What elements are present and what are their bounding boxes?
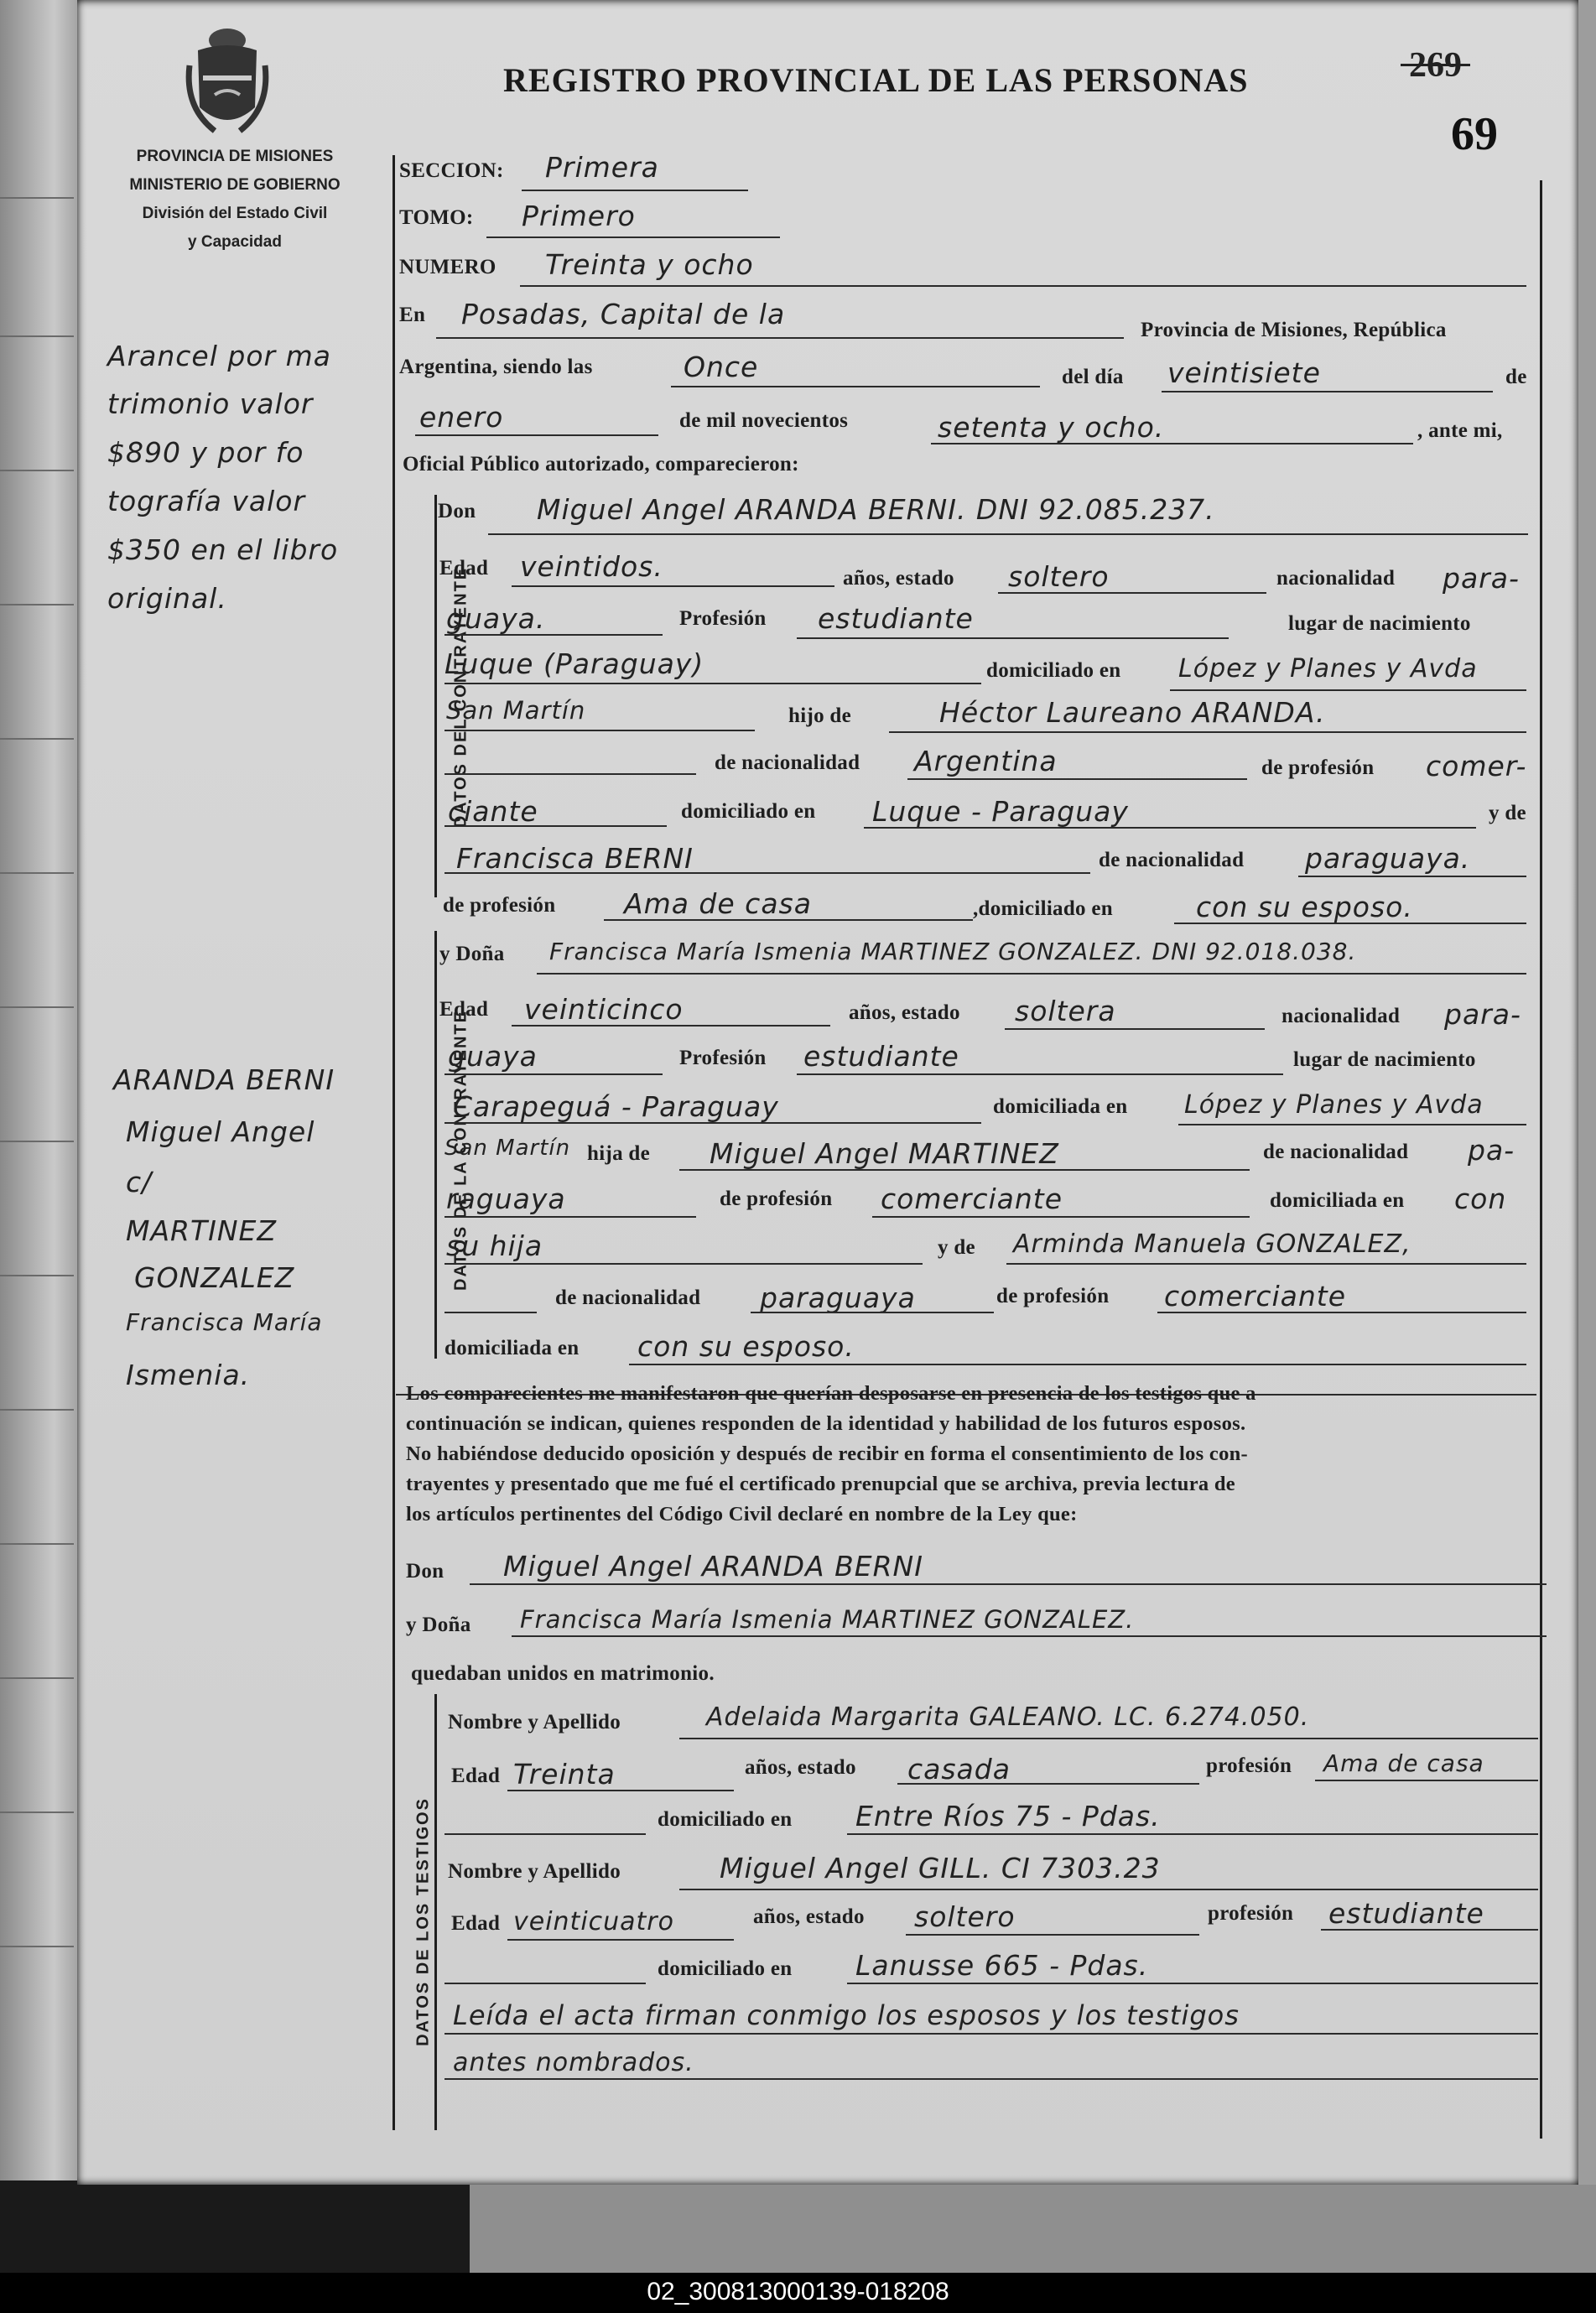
field-line bbox=[444, 1073, 663, 1075]
t1-estado-label: años, estado bbox=[745, 1756, 856, 1779]
lugar-label-2: lugar de nacimiento bbox=[1293, 1048, 1476, 1071]
contrayente-2-domicilio-1: López y Planes y Avda bbox=[1184, 1090, 1484, 1120]
margin-note-line: $890 y por fo bbox=[107, 436, 304, 469]
t2-nombre-label: Nombre y Apellido bbox=[448, 1860, 621, 1883]
field-line bbox=[797, 637, 1229, 639]
field-line bbox=[679, 1738, 1538, 1739]
prof-madre-label-2: de profesión bbox=[996, 1285, 1110, 1307]
seccion-label: SECCION: bbox=[399, 159, 504, 182]
ministry-line-3: División del Estado Civil bbox=[142, 205, 328, 222]
field-line bbox=[1162, 391, 1493, 392]
dom-padre-label: domiciliado en bbox=[681, 800, 816, 823]
field-line bbox=[444, 1983, 646, 1984]
field-line bbox=[512, 1635, 1547, 1637]
declaration-dona-value: Francisca María Ismenia MARTINEZ GONZALEZ. bbox=[520, 1605, 1135, 1634]
numero-value: Treinta y ocho bbox=[545, 248, 754, 281]
t1-profesion: Ama de casa bbox=[1323, 1749, 1484, 1777]
field-line bbox=[1174, 923, 1526, 924]
field-line bbox=[444, 634, 663, 636]
nac-madre-label: de nacionalidad bbox=[1099, 849, 1245, 871]
contrayente-2-side-label: DATOS DE LA CONTRAYENTE bbox=[451, 1010, 470, 1291]
profesion-label: Profesión bbox=[679, 607, 767, 630]
y-de-label-2: y de bbox=[938, 1236, 975, 1259]
field-line bbox=[629, 1364, 1526, 1365]
contrayente-2-profesion: estudiante bbox=[803, 1040, 959, 1073]
dia-label: del día bbox=[1062, 366, 1124, 388]
edad-label-2: Edad bbox=[439, 998, 489, 1021]
margin-note-line: Arancel por ma bbox=[107, 340, 331, 372]
contrayente-2-prof-madre: comerciante bbox=[1164, 1280, 1347, 1312]
field-line bbox=[679, 1889, 1538, 1890]
field-line bbox=[1298, 876, 1526, 877]
nacionalidad-label-2: nacionalidad bbox=[1281, 1005, 1401, 1027]
field-line bbox=[436, 337, 1124, 339]
nacionalidad-label: nacionalidad bbox=[1276, 567, 1396, 590]
contrayente-2-domicilio-2: San Martín bbox=[444, 1136, 571, 1161]
contrayente-2-nombre: Francisca María Ismenia MARTINEZ GONZALEZ. DNI 92.018.038. bbox=[549, 938, 1357, 965]
firma-line-1: Leída el acta firman conmigo los esposos y los testigos bbox=[453, 1999, 1240, 2031]
margin-note-line: tografía valor bbox=[107, 485, 306, 517]
contrayente-side-label: DATOS DEL CONTRAYENTE bbox=[451, 566, 470, 829]
hijo-label: hijo de bbox=[788, 704, 852, 727]
contrayente-dom-padre: Luque - Paraguay bbox=[872, 795, 1129, 828]
coat-of-arms-icon bbox=[181, 15, 273, 141]
seccion-value: Primera bbox=[545, 151, 659, 184]
t2-dom: Lanusse 665 - Pdas. bbox=[855, 1949, 1149, 1982]
margin-note-line: trimonio valor bbox=[107, 387, 314, 420]
notebook-left-edge bbox=[0, 0, 77, 2180]
domicilio-label-2: domiciliada en bbox=[993, 1095, 1128, 1118]
contrayente-domicilio-2: San Martín bbox=[446, 696, 586, 725]
declaration-line: No habiéndose deducido oposición y después de recibir en forma el consentimiento de los con- bbox=[406, 1442, 1249, 1465]
field-line bbox=[444, 773, 696, 775]
field-line bbox=[1321, 1929, 1538, 1931]
testigos-side-label: DATOS DE LOS TESTIGOS bbox=[413, 1797, 433, 2046]
t1-nombre: Adelaida Margarita GALEANO. LC. 6.274.050. bbox=[706, 1702, 1310, 1732]
t1-dom-label: domiciliado en bbox=[658, 1808, 793, 1831]
ministry-line-2: MINISTERIO DE GOBIERNO bbox=[129, 176, 341, 194]
field-line bbox=[889, 731, 1526, 733]
crossed-out-number: 269 bbox=[1409, 46, 1462, 85]
numero-label: NUMERO bbox=[399, 256, 496, 278]
dom-madre-label: ,domiciliado en bbox=[973, 897, 1114, 920]
don-label: Don bbox=[438, 500, 476, 522]
field-line bbox=[444, 2033, 1538, 2035]
contrayente-2-madre: Arminda Manuela GONZALEZ, bbox=[1013, 1229, 1411, 1259]
contrayente-prof-padre-1: comer- bbox=[1426, 750, 1527, 782]
contrayente-profesion: estudiante bbox=[818, 602, 974, 635]
field-line bbox=[1315, 1780, 1538, 1781]
oficial-text: Oficial Público autorizado, comparecieron: bbox=[403, 453, 799, 476]
anio-value: setenta y ocho. bbox=[938, 411, 1165, 444]
contrayente-prof-madre: Ama de casa bbox=[624, 887, 812, 920]
tomo-label: TOMO: bbox=[399, 206, 474, 229]
field-line bbox=[604, 919, 973, 921]
en-label: En bbox=[399, 304, 426, 326]
margin-note-line: original. bbox=[107, 582, 227, 615]
field-line bbox=[1006, 1263, 1526, 1265]
contrayente-2-estado: soltera bbox=[1015, 995, 1116, 1027]
contrayente-dom-madre: con su esposo. bbox=[1196, 891, 1413, 923]
document-title: REGISTRO PROVINCIAL DE LAS PERSONAS bbox=[503, 61, 1249, 99]
estado-label: años, estado bbox=[843, 567, 954, 590]
left-margin-rule bbox=[393, 155, 395, 2130]
field-line bbox=[444, 1263, 923, 1265]
en-value: Posadas, Capital de la bbox=[461, 298, 786, 330]
declaration-line: continuación se indican, quienes responden de la identidad y habilidad de los futuros esposos. bbox=[406, 1412, 1246, 1435]
contrayente-nac-padre: Argentina bbox=[914, 745, 1058, 777]
t1-nombre-label: Nombre y Apellido bbox=[448, 1711, 621, 1733]
contrayente-estado: soltero bbox=[1008, 560, 1110, 593]
contrayente-prof-padre-2: ciante bbox=[448, 795, 538, 828]
ante-mi-text: , ante mi, bbox=[1417, 419, 1503, 442]
field-line bbox=[415, 434, 658, 436]
t2-profesion-label: profesión bbox=[1208, 1902, 1294, 1925]
field-line bbox=[847, 1983, 1538, 1984]
prof-padre-label-2: de profesión bbox=[720, 1188, 833, 1210]
domicilio-label: domiciliado en bbox=[986, 659, 1121, 682]
margin-name-line: Miguel Angel bbox=[126, 1115, 315, 1148]
field-line bbox=[507, 1790, 734, 1791]
declaration-dona-label: y Doña bbox=[406, 1614, 471, 1636]
t2-estado: soltero bbox=[914, 1900, 1016, 1933]
hora-value: Once bbox=[684, 351, 759, 383]
edad-label: Edad bbox=[439, 557, 489, 580]
field-line bbox=[444, 872, 1090, 874]
t2-edad: veinticuatro bbox=[513, 1907, 674, 1936]
contrayente-2-prof-padre: comerciante bbox=[881, 1182, 1063, 1215]
mes-value: enero bbox=[419, 401, 504, 434]
t2-dom-label: domiciliado en bbox=[658, 1957, 793, 1980]
field-line bbox=[897, 1783, 1199, 1785]
field-line bbox=[444, 730, 755, 731]
contrayente-2-dom-madre: con su esposo. bbox=[637, 1330, 855, 1363]
lugar-label: lugar de nacimiento bbox=[1288, 612, 1471, 635]
field-line bbox=[444, 2078, 1538, 2080]
field-line bbox=[1178, 1124, 1526, 1125]
ministry-line-4: y Capacidad bbox=[188, 233, 282, 251]
contrayente-nombre: Miguel Angel ARANDA BERNI. DNI 92.085.237. bbox=[537, 493, 1215, 526]
right-margin-rule bbox=[1540, 180, 1542, 2139]
mil-text: de mil novecientos bbox=[679, 409, 849, 432]
dia-value: veintisiete bbox=[1167, 356, 1321, 389]
provincia-text: Provincia de Misiones, República bbox=[1141, 319, 1447, 341]
field-line bbox=[444, 825, 667, 827]
field-line bbox=[512, 585, 834, 587]
field-line bbox=[797, 1073, 1283, 1075]
field-line bbox=[520, 285, 1526, 287]
field-line bbox=[486, 236, 780, 238]
field-line bbox=[679, 1169, 1250, 1171]
t2-estado-label: años, estado bbox=[753, 1905, 865, 1928]
field-line bbox=[671, 386, 1040, 387]
profesion-label-2: Profesión bbox=[679, 1047, 767, 1069]
t2-nombre: Miguel Angel GILL. CI 7303.23 bbox=[720, 1852, 1161, 1884]
prof-padre-label: de profesión bbox=[1261, 756, 1375, 779]
field-line bbox=[1005, 1028, 1265, 1030]
field-line bbox=[998, 592, 1266, 594]
prof-madre-label: de profesión bbox=[443, 894, 556, 917]
page-bottom-shadow bbox=[470, 2185, 1596, 2273]
margin-name-line: GONZALEZ bbox=[134, 1261, 295, 1294]
field-line bbox=[906, 1934, 1199, 1936]
field-line bbox=[931, 443, 1413, 444]
margin-note-line: $350 en el libro bbox=[107, 533, 339, 566]
field-line bbox=[444, 1216, 696, 1218]
declaration-don-value: Miguel Angel ARANDA BERNI bbox=[503, 1550, 923, 1583]
contrayente-2-nacionalidad-1: para- bbox=[1444, 998, 1521, 1031]
field-line bbox=[522, 190, 748, 191]
margin-name-line: MARTINEZ bbox=[126, 1214, 278, 1247]
contrayente-nacionalidad-1: para- bbox=[1443, 562, 1520, 595]
contrayente-2-nac-madre: paraguaya bbox=[760, 1281, 916, 1314]
contrayente-madre: Francisca BERNI bbox=[456, 842, 694, 875]
estado-label-2: años, estado bbox=[849, 1001, 960, 1024]
field-line bbox=[872, 1216, 1250, 1218]
argentina-text: Argentina, siendo las bbox=[399, 356, 593, 378]
field-line bbox=[444, 1122, 981, 1124]
declaration-line: los artículos pertinentes del Código Civil declaré en nombre de la Ley que: bbox=[406, 1503, 1078, 1526]
contrayente-2-lugar: Carapeguá - Paraguay bbox=[453, 1090, 779, 1123]
field-line bbox=[847, 1833, 1538, 1835]
section-bracket-3 bbox=[434, 1694, 437, 2130]
dona-label: y Doña bbox=[439, 943, 505, 965]
field-line bbox=[1170, 689, 1526, 691]
contrayente-2-padre: Miguel Angel MARTINEZ bbox=[710, 1137, 1059, 1170]
t2-profesion: estudiante bbox=[1328, 1897, 1484, 1930]
nac-madre-label-2: de nacionalidad bbox=[555, 1286, 701, 1309]
t1-profesion-label: profesión bbox=[1206, 1754, 1292, 1777]
document-id: 02_300813000139-018208 bbox=[647, 2278, 949, 2305]
field-line bbox=[537, 973, 1526, 975]
contrayente-nacionalidad-2: guaya. bbox=[446, 602, 546, 635]
field-line bbox=[444, 683, 981, 684]
declaration-closing: quedaban unidos en matrimonio. bbox=[411, 1662, 715, 1685]
firma-line-2: antes nombrados. bbox=[453, 2048, 694, 2077]
field-line bbox=[507, 1939, 734, 1941]
ministry-line-1: PROVINCIA DE MISIONES bbox=[136, 148, 334, 165]
tomo-value: Primero bbox=[522, 200, 636, 232]
section-bracket-2 bbox=[434, 931, 437, 1359]
field-line bbox=[444, 1312, 537, 1313]
t1-edad: Treinta bbox=[513, 1758, 616, 1791]
margin-name-line: ARANDA BERNI bbox=[113, 1063, 335, 1096]
section-bracket-1 bbox=[434, 495, 437, 897]
contrayente-lugar: Luque (Paraguay) bbox=[444, 647, 704, 680]
dom-madre-label-2: domiciliada en bbox=[444, 1337, 580, 1359]
field-line bbox=[864, 827, 1476, 829]
field-line bbox=[444, 1833, 646, 1835]
hija-label: hija de bbox=[587, 1142, 651, 1165]
contrayente-2-edad: veinticinco bbox=[524, 993, 684, 1026]
nac-padre-label-2: de nacionalidad bbox=[1263, 1141, 1409, 1163]
contrayente-2-dom-padre-1: con bbox=[1454, 1182, 1507, 1215]
contrayente-2-nacionalidad-2: guaya bbox=[448, 1040, 538, 1073]
nac-padre-label: de nacionalidad bbox=[715, 751, 860, 774]
field-line bbox=[1157, 1312, 1526, 1313]
dom-padre-label-2: domiciliada en bbox=[1270, 1189, 1405, 1212]
t1-estado: casada bbox=[907, 1753, 1011, 1785]
t1-edad-label: Edad bbox=[451, 1765, 501, 1787]
margin-name-line: Ismenia. bbox=[126, 1359, 251, 1391]
field-line bbox=[751, 1312, 994, 1313]
de-label: de bbox=[1505, 366, 1527, 388]
declaration-line: Los comparecientes me manifestaron que querían desposarse en presencia de los testigos que a bbox=[406, 1382, 1256, 1405]
margin-name-line: Francisca María bbox=[126, 1308, 323, 1336]
contrayente-2-dom-padre-2: su hija bbox=[446, 1229, 543, 1262]
contrayente-edad: veintidos. bbox=[520, 550, 663, 583]
contrayente-padre: Héctor Laureano ARANDA. bbox=[939, 696, 1326, 729]
field-line bbox=[470, 1583, 1547, 1585]
declaration-don-label: Don bbox=[406, 1560, 444, 1583]
contrayente-2-nac-padre-1: pa- bbox=[1468, 1134, 1515, 1167]
t2-edad-label: Edad bbox=[451, 1912, 501, 1935]
field-line bbox=[488, 533, 1528, 535]
declaration-line: trayentes y presentado que me fué el certificado prenupcial que se archiva, previa lectura de bbox=[406, 1473, 1235, 1495]
y-de-label: y de bbox=[1489, 802, 1526, 824]
margin-name-line: c/ bbox=[126, 1166, 153, 1198]
t1-dom: Entre Ríos 75 - Pdas. bbox=[855, 1800, 1161, 1832]
page-number: 69 bbox=[1451, 108, 1498, 160]
contrayente-domicilio-1: López y Planes y Avda bbox=[1178, 654, 1478, 684]
contrayente-2-nac-padre-2: raguaya bbox=[446, 1182, 566, 1215]
contrayente-nac-madre: paraguaya. bbox=[1305, 842, 1471, 875]
field-line bbox=[907, 778, 1247, 780]
field-line bbox=[512, 1025, 830, 1027]
